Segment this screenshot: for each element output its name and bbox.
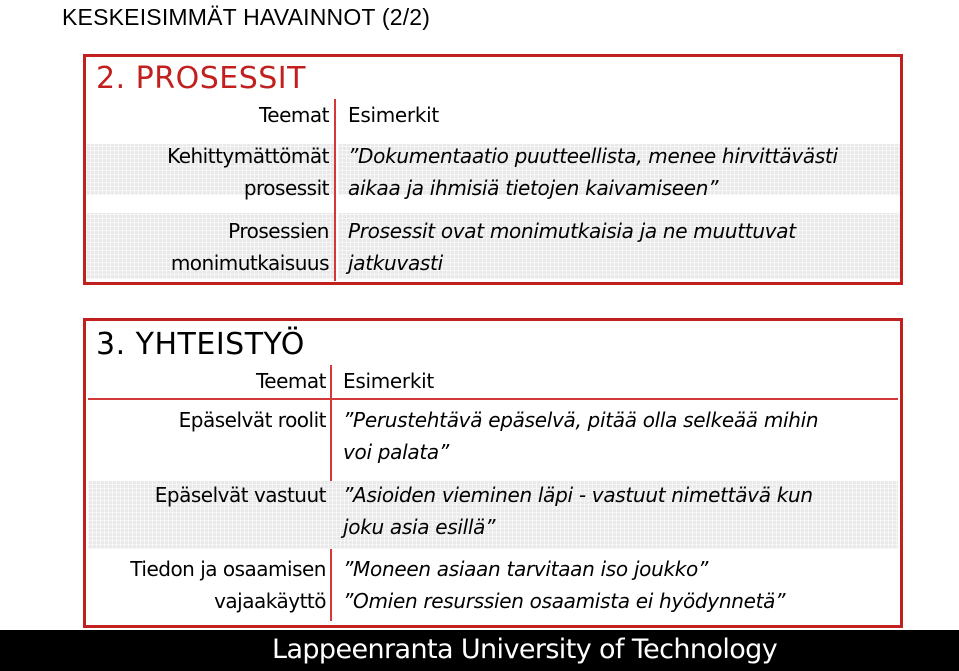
column-header-teemat: Teemat — [255, 369, 326, 393]
column-header-teemat: Teemat — [258, 103, 329, 127]
column-divider — [334, 99, 336, 281]
example-line: joku asia esillä” — [343, 515, 496, 539]
theme-line: prosessit — [243, 176, 329, 200]
theme-cell — [86, 140, 329, 204]
theme-line: Kehittymättömät — [167, 144, 329, 168]
footer-university-name: Lappeenranta University of Technology — [272, 634, 778, 665]
example-line: Prosessit ovat monimutkaisia ja ne muuttuvat — [348, 219, 796, 243]
theme-line: Epäselvät roolit — [178, 408, 326, 432]
theme-cell — [86, 404, 326, 436]
theme-cell — [86, 479, 326, 511]
theme-cell — [86, 553, 326, 617]
section-heading: 2. PROSESSIT — [96, 61, 306, 96]
section-yhteistyo — [83, 318, 903, 628]
theme-line: Prosessien — [228, 219, 329, 243]
example-line: ”Perustehtävä epäselvä, pitää olla selkeää mihin — [343, 408, 819, 432]
example-cell — [348, 140, 838, 204]
example-line: ”Omien resurssien osaamista ei hyödynnetä” — [343, 589, 786, 613]
theme-line: Epäselvät vastuut — [154, 483, 326, 507]
example-cell — [348, 215, 796, 279]
example-cell — [343, 479, 813, 543]
section-prosessit — [83, 54, 903, 285]
example-line: ”Moneen asiaan tarvitaan iso joukko” — [343, 557, 709, 581]
section-heading: 3. YHTEISTYÖ — [96, 327, 305, 362]
theme-line: monimutkaisuus — [170, 251, 329, 275]
column-header-esimerkit: Esimerkit — [348, 103, 439, 127]
theme-cell — [86, 215, 329, 279]
example-cell — [343, 404, 818, 468]
example-line: ”Dokumentaatio puutteellista, menee hirvittävästi — [348, 144, 838, 168]
footer-bar — [0, 630, 959, 671]
example-cell — [343, 553, 785, 617]
theme-line: vajaakäyttö — [214, 589, 326, 613]
slide-title: KESKEISIMMÄT HAVAINNOT (2/2) — [62, 4, 431, 30]
example-line: voi palata” — [343, 440, 449, 464]
theme-line: Tiedon ja osaamisen — [130, 557, 326, 581]
example-line: jatkuvasti — [348, 251, 443, 275]
header-underline — [88, 398, 898, 400]
column-header-esimerkit: Esimerkit — [343, 369, 434, 393]
example-line: ”Asioiden vieminen läpi - vastuut nimettävä kun — [343, 483, 813, 507]
example-line: aikaa ja ihmisiä tietojen kaivamiseen” — [348, 176, 719, 200]
